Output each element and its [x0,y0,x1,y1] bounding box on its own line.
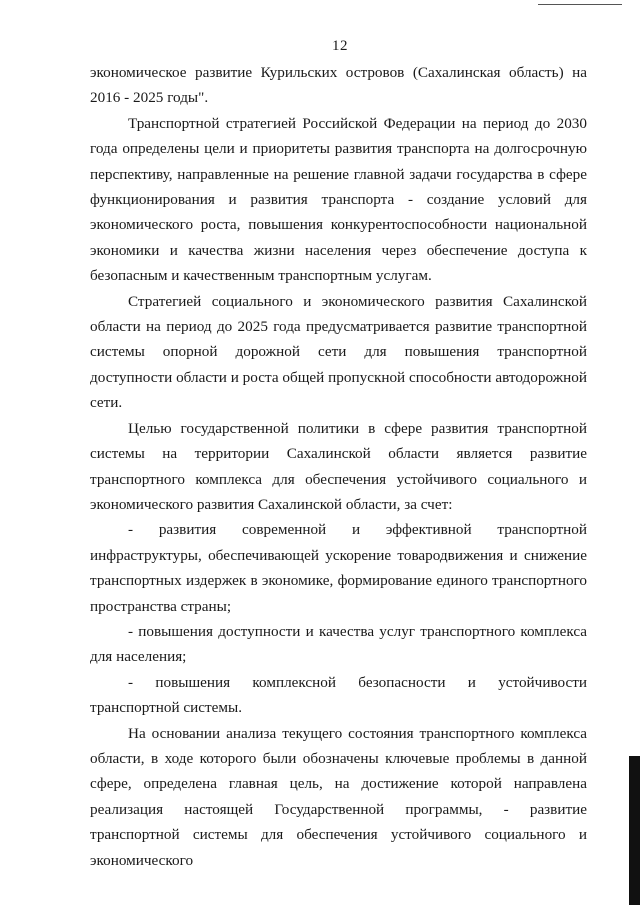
scan-binding-mark [629,756,640,905]
list-item-infrastructure: - развития современной и эффективной транспортной инфраструктуры, обеспечивающей ускорение товародвижения и снижение транспортных издержек в экономике, формирование единого транспортного пространства страны; [90,521,587,615]
page-number: 12 [332,38,348,54]
document-body [90,60,587,873]
paragraph-continuation: экономическое развитие Курильских островов (Сахалинская область) на 2016 - 2025 годы". [90,64,587,107]
paragraph-regional-strategy: Стратегией социального и экономического развития Сахалинской области на период до 2025 года предусматривается развитие транспортной системы опорной дорожной сети для повышения транспортной доступности области и роста общей пропускной способности автодорожной сети. [90,292,587,412]
list-item-safety: - повышения комплексной безопасности и устойчивости транспортной системы. [90,673,587,717]
paragraph-policy-goal: Целью государственной политики в сфере развития транспортной системы на территории Сахалинской области является развитие транспортного комплекса для обеспечения устойчивого социального и экономического развития Сахалинской области, за счет: [90,419,587,513]
paragraph-analysis: На основании анализа текущего состояния транспортного комплекса области, в ходе которого были обозначены ключевые проблемы в данной сфере, определена главная цель, на достижение которой направлена реализация настоящей Государственной программы, - развитие транспортной системы для обеспечения устойчивого социального и экономического [90,724,587,869]
top-rule-line [538,4,622,5]
paragraph-transport-strategy: Транспортной стратегией Российской Федерации на период до 2030 года определены цели и приоритеты развития транспорта на долгосрочную перспективу, направленные на решение главной задачи государства в сфере функционирования и развития транспорта - создание условий для экономического роста, повышения конкурентоспособности национальной экономики и качества жизни населения через обеспечение доступа к безопасным и качественным транспортным услугам. [90,114,587,285]
list-item-accessibility: - повышения доступности и качества услуг транспортного комплекса для населения; [90,622,587,666]
